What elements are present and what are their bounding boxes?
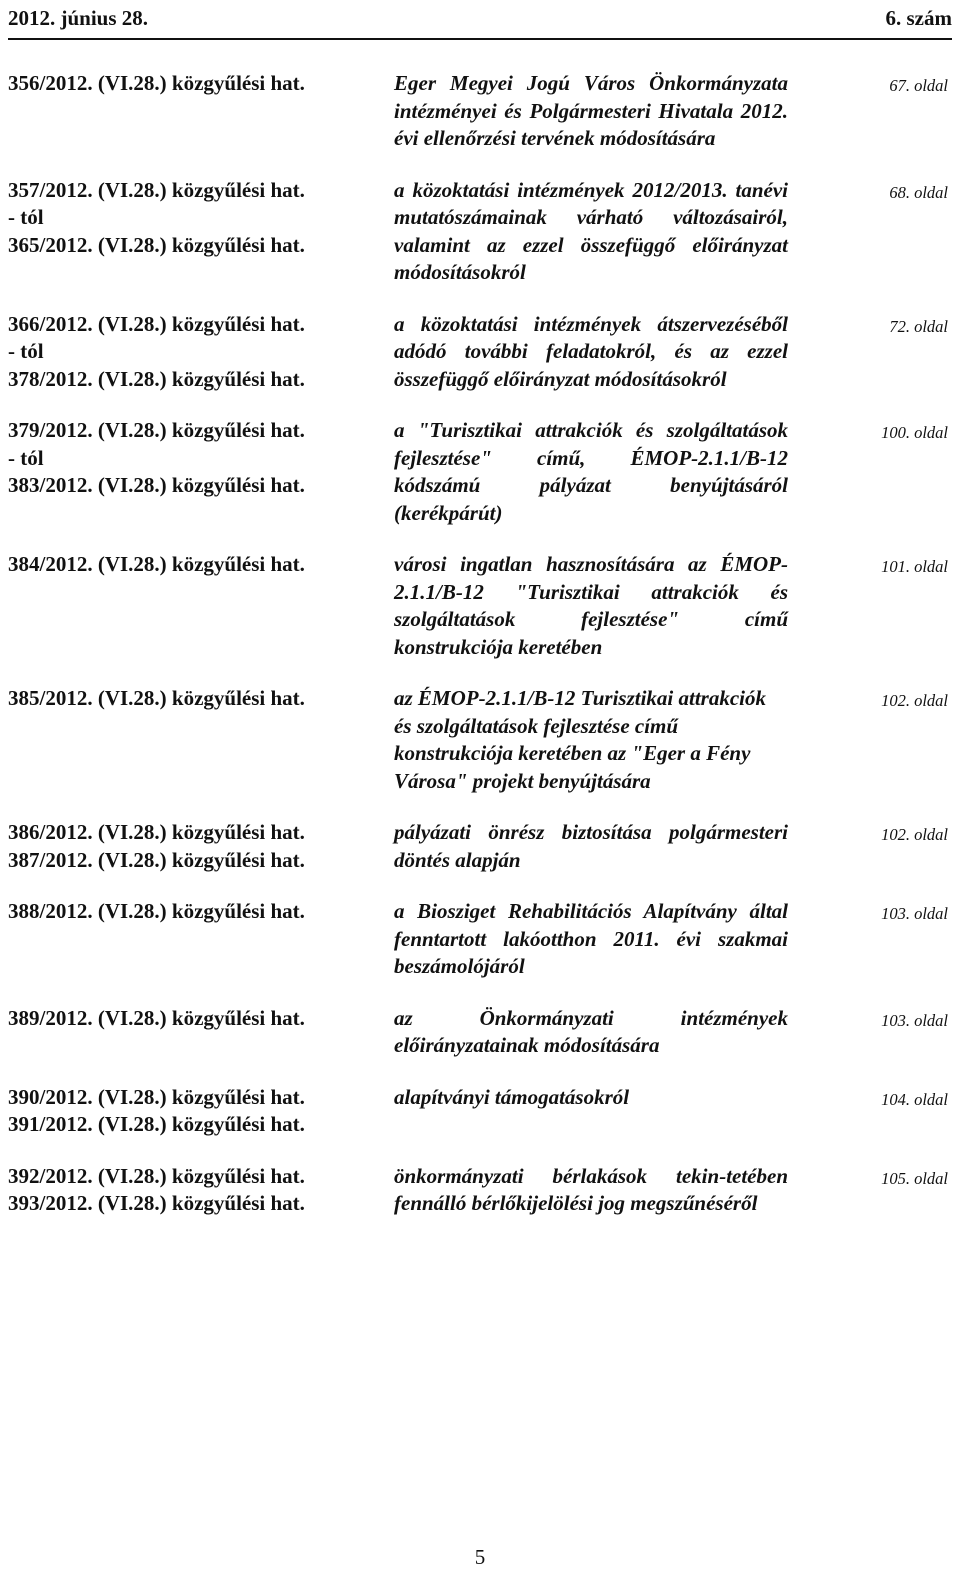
resolution-refs bbox=[8, 685, 394, 713]
index-entry bbox=[8, 898, 952, 981]
index-entry bbox=[8, 1163, 952, 1218]
index-entry bbox=[8, 1084, 952, 1139]
entry-page-ref: 100. oldal bbox=[881, 423, 948, 442]
page-number: 5 bbox=[474, 1545, 486, 1569]
resolution-ref: 379/2012. (VI.28.) közgyűlési hat. bbox=[8, 418, 305, 442]
resolution-ref: 378/2012. (VI.28.) közgyűlési hat. bbox=[8, 366, 305, 391]
index-entry bbox=[8, 417, 952, 527]
entry-page-ref: 68. oldal bbox=[889, 182, 948, 202]
entry-subject: az ÉMOP-2.1.1/B-12 Turisztikai attrakciók és szolgáltatások fejlesztése című konstrukciója keretében az "Eger a Fény Városa" projekt benyújtására bbox=[394, 686, 767, 793]
resolution-refs bbox=[8, 417, 394, 500]
resolution-refs bbox=[8, 311, 394, 394]
resolution-refs bbox=[8, 1163, 394, 1218]
entry-page-ref: 105. oldal bbox=[881, 1168, 948, 1188]
resolution-ref: 383/2012. (VI.28.) közgyűlési hat. bbox=[8, 473, 305, 497]
resolution-ref: 388/2012. (VI.28.) közgyűlési hat. bbox=[8, 899, 305, 923]
index-entry bbox=[8, 551, 952, 661]
resolution-refs bbox=[8, 1005, 394, 1033]
entry-page-ref: 102. oldal bbox=[881, 691, 948, 710]
resolution-ref: 385/2012. (VI.28.) közgyűlési hat. bbox=[8, 686, 305, 710]
index-entry bbox=[8, 819, 952, 874]
entry-page-ref: 104. oldal bbox=[881, 1089, 948, 1109]
resolution-ref: 393/2012. (VI.28.) közgyűlési hat. bbox=[8, 1191, 305, 1215]
entry-subject: a közoktatási intézmények 2012/2013. tanévi mutatószámainak várható változásairól, valamint az ezzel összefüggő előirányzat módosításokról bbox=[394, 177, 788, 284]
entry-subject: a közoktatási intézmények átszervezéséből adódó további feladatokról, és az ezzel összefüggő előirányzat módosításokról bbox=[394, 311, 788, 391]
entry-subject: Eger Megyei Jogú Város Önkormányzata intézményei és Polgármesteri Hivatala 2012. évi ellenőrzési tervének módosítására bbox=[394, 71, 788, 150]
resolution-ref: 390/2012. (VI.28.) közgyűlési hat. bbox=[8, 1084, 305, 1109]
resolution-ref: 392/2012. (VI.28.) közgyűlési hat. bbox=[8, 1163, 305, 1188]
resolution-ref: 389/2012. (VI.28.) közgyűlési hat. bbox=[8, 1005, 305, 1030]
resolution-refs bbox=[8, 1084, 394, 1139]
index-entry bbox=[8, 311, 952, 394]
page-header bbox=[8, 4, 952, 40]
index-entry bbox=[8, 70, 952, 153]
entry-subject: a "Turisztikai attrakciók és szolgáltatások fejlesztése" című, ÉMOP-2.1.1/B-12 kódszámú pályázat benyújtásáról (kerékpárút) bbox=[394, 418, 788, 525]
resolution-ref: 387/2012. (VI.28.) közgyűlési hat. bbox=[8, 847, 305, 872]
entry-page-ref: 103. oldal bbox=[881, 904, 948, 923]
resolution-range-word: - tól bbox=[8, 445, 44, 470]
resolution-refs bbox=[8, 551, 394, 579]
resolution-ref: 386/2012. (VI.28.) közgyűlési hat. bbox=[8, 820, 305, 844]
resolution-range-word: - tól bbox=[8, 339, 44, 363]
entry-subject: a Biosziget Rehabilitációs Alapítvány által fenntartott lakóotthon 2011. évi szakmai beszámolójáról bbox=[394, 899, 788, 978]
header-date: 2012. június 28. bbox=[8, 6, 149, 30]
resolution-ref: 365/2012. (VI.28.) közgyűlési hat. bbox=[8, 232, 305, 257]
entry-page-ref: 67. oldal bbox=[889, 76, 948, 95]
index-entry bbox=[8, 685, 952, 795]
resolution-index bbox=[8, 70, 952, 1218]
resolution-refs bbox=[8, 819, 394, 874]
resolution-ref: 357/2012. (VI.28.) közgyűlési hat. bbox=[8, 177, 305, 202]
entry-subject: az Önkormányzati intézmények előirányzatainak módosítására bbox=[394, 1005, 788, 1057]
index-entry bbox=[8, 177, 952, 287]
entry-page-ref: 103. oldal bbox=[881, 1010, 948, 1030]
resolution-range-word: - tól bbox=[8, 205, 44, 229]
entry-subject: önkormányzati bérlakások tekin-tetében fennálló bérlőkijelölési jog megszűnéséről bbox=[394, 1163, 788, 1215]
entry-page-ref: 102. oldal bbox=[881, 825, 948, 844]
resolution-ref: 356/2012. (VI.28.) közgyűlési hat. bbox=[8, 71, 305, 95]
entry-subject: pályázati önrész biztosítása polgármesteri döntés alapján bbox=[394, 820, 788, 872]
entry-subject: városi ingatlan hasznosítására az ÉMOP-2.1.1/B-12 "Turisztikai attrakciók és szolgáltatások fejlesztése" című konstrukciója keretében bbox=[394, 552, 788, 659]
resolution-ref: 366/2012. (VI.28.) közgyűlési hat. bbox=[8, 311, 305, 336]
resolution-refs bbox=[8, 70, 394, 98]
entry-page-ref: 72. oldal bbox=[889, 316, 948, 336]
resolution-refs bbox=[8, 177, 394, 260]
resolution-ref: 391/2012. (VI.28.) közgyűlési hat. bbox=[8, 1112, 305, 1136]
resolution-refs bbox=[8, 898, 394, 926]
index-entry bbox=[8, 1005, 952, 1060]
header-issue-number: 6. szám bbox=[885, 6, 952, 30]
resolution-ref: 384/2012. (VI.28.) közgyűlési hat. bbox=[8, 552, 305, 576]
entry-subject: alapítványi támogatásokról bbox=[394, 1084, 630, 1109]
entry-page-ref: 101. oldal bbox=[881, 557, 948, 576]
